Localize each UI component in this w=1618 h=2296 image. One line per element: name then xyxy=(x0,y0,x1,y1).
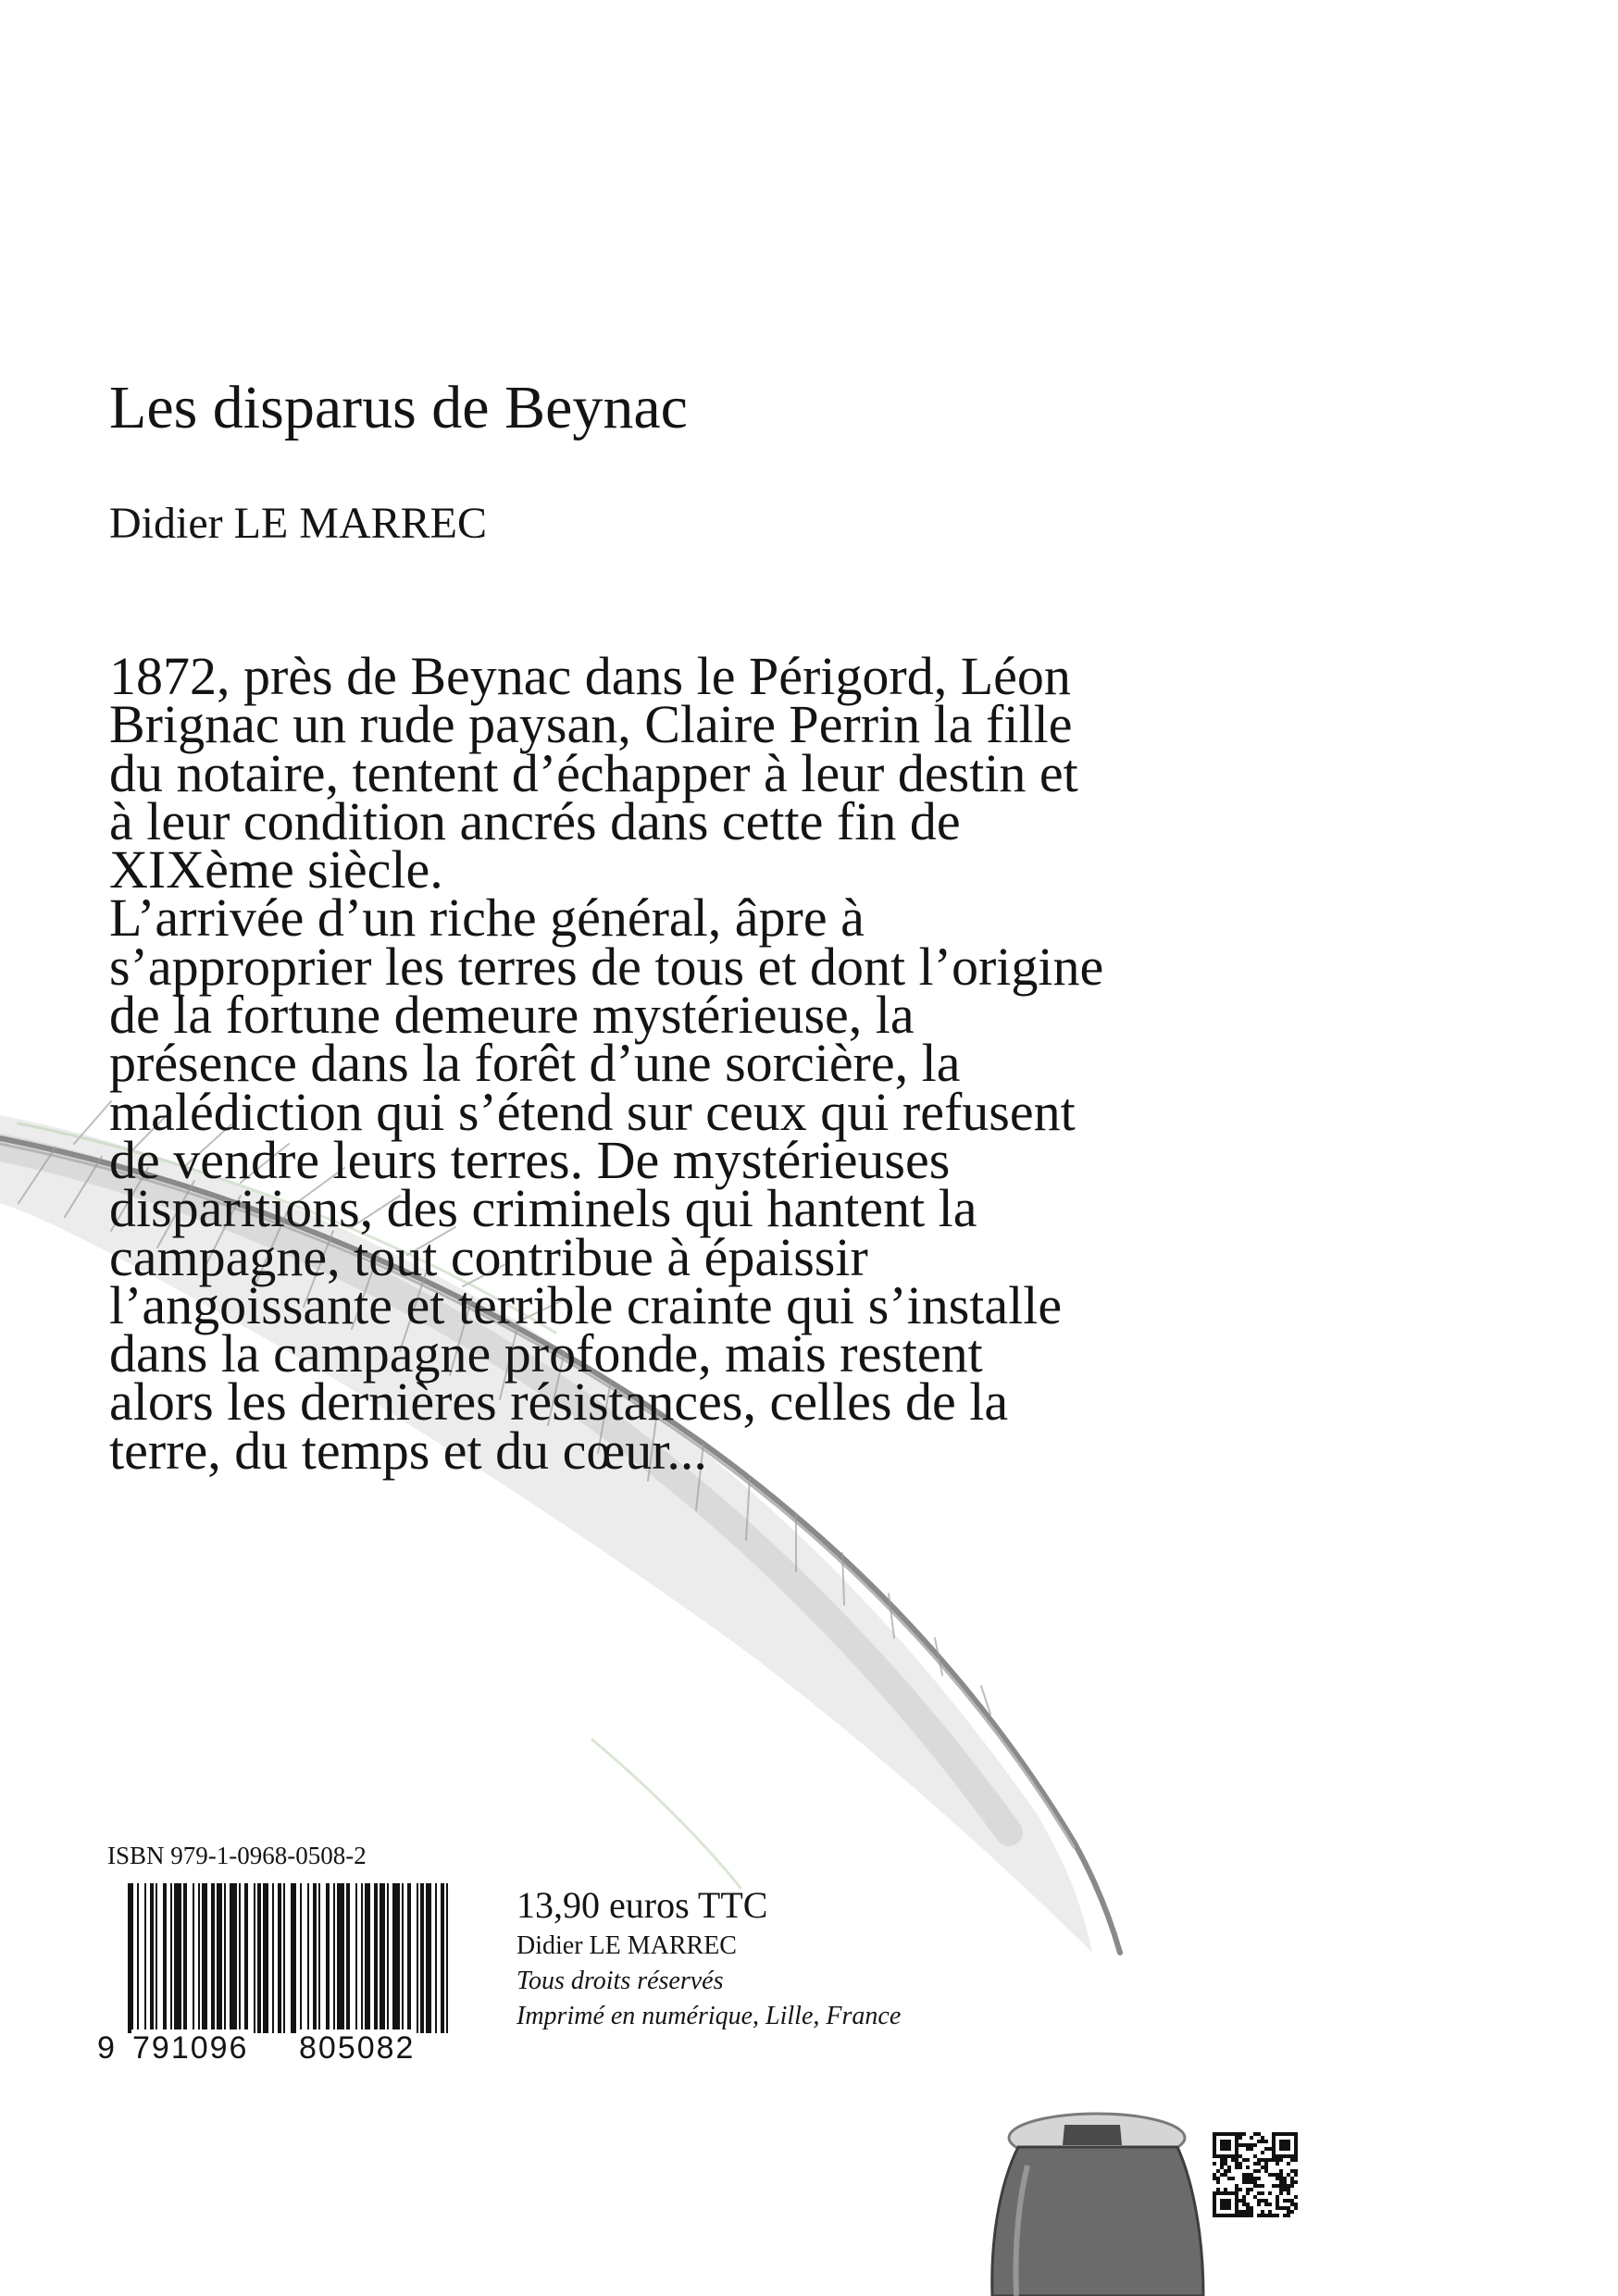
synopsis-line: disparitions, des criminels qui hantent la xyxy=(109,1178,977,1239)
synopsis-line: Brignac un rude paysan, Claire Perrin la fille xyxy=(109,694,1073,755)
synopsis-line: L’arrivée d’un riche général, âpre à xyxy=(109,887,865,949)
synopsis xyxy=(109,646,1313,1481)
barcode-digits-right: 805082 xyxy=(299,2030,416,2066)
barcode xyxy=(96,1883,459,2069)
printer-notice: Imprimé en numérique, Lille, France xyxy=(517,2002,902,2030)
synopsis-line: s’approprier les terres de tous et dont l’origine xyxy=(109,936,1104,997)
synopsis-line: terre, du temps et du cœur... xyxy=(109,1420,707,1481)
publisher: Didier LE MARREC xyxy=(517,1931,737,1960)
synopsis-line: XIXème siècle. xyxy=(109,839,443,900)
synopsis-line: 1872, près de Beynac dans le Périgord, Léon xyxy=(109,646,1071,706)
synopsis-line: de vendre leurs terres. De mystérieuses xyxy=(109,1129,951,1190)
synopsis-line: l’angoissante et terrible crainte qui s’installe xyxy=(109,1274,1063,1335)
rights-notice: Tous droits réservés xyxy=(517,1967,724,1995)
price: 13,90 euros TTC xyxy=(517,1884,768,1926)
synopsis-line: de la fortune demeure mystérieuse, la xyxy=(109,985,915,1046)
barcode-digits-left: 791096 xyxy=(132,2030,249,2066)
synopsis-line: à leur condition ancrés dans cette fin de xyxy=(109,790,961,851)
synopsis-line: présence dans la forêt d’une sorcière, la xyxy=(109,1033,961,1094)
barcode-digits xyxy=(96,2029,459,2066)
synopsis-line: alors les dernières résistances, celles de la xyxy=(109,1371,1009,1433)
synopsis-line: dans la campagne profonde, mais restent xyxy=(109,1323,983,1384)
barcode-digit-prefix: 9 xyxy=(97,2030,115,2066)
synopsis-line: campagne, tout contribue à épaissir xyxy=(109,1226,868,1287)
synopsis-line: malédiction qui s’étend sur ceux qui refusent xyxy=(109,1081,1076,1142)
synopsis-line: du notaire, tentent d’échapper à leur destin et xyxy=(109,742,1078,803)
book-title: Les disparus de Beynac xyxy=(109,374,688,441)
qr-code-icon xyxy=(1213,2132,1298,2217)
book-author: Didier LE MARREC xyxy=(109,499,487,548)
isbn-label: ISBN 979-1-0968-0508-2 xyxy=(107,1842,367,1869)
